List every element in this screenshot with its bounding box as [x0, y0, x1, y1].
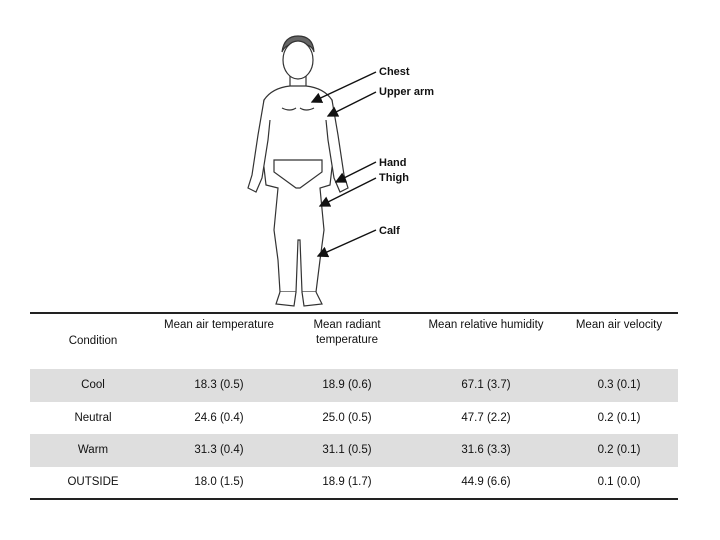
cell: 67.1 (3.7) [461, 379, 511, 392]
table-row [30, 467, 678, 500]
cell: 0.2 (0.1) [597, 411, 641, 424]
header-condition: Condition [68, 335, 118, 347]
cell: Warm [77, 444, 109, 457]
cell: 47.7 (2.2) [461, 411, 511, 424]
cell: 44.9 (6.6) [461, 476, 511, 489]
cell: 24.6 (0.4) [194, 411, 244, 424]
header-mean-radiant-temperature: Mean radiant temperature [313, 319, 381, 346]
cell: 18.9 (0.6) [322, 379, 372, 392]
label-chest: Chest [379, 66, 410, 78]
cell: 31.3 (0.4) [194, 444, 244, 457]
label-calf: Calf [379, 225, 400, 237]
cell: OUTSIDE [67, 476, 119, 489]
label-thigh: Thigh [379, 172, 409, 184]
cell: Cool [81, 379, 105, 392]
table-row [30, 402, 678, 435]
cell: 0.2 (0.1) [597, 444, 641, 457]
cell: 18.0 (1.5) [194, 476, 244, 489]
cell: 18.3 (0.5) [194, 379, 244, 392]
cell: 31.1 (0.5) [322, 444, 372, 457]
label-hand: Hand [379, 157, 407, 169]
human-outline [248, 36, 348, 306]
header-mean-air-velocity: Mean air velocity [575, 319, 663, 331]
cell: Neutral [74, 411, 112, 424]
header-mean-air-temperature: Mean air temperature [164, 319, 274, 331]
cell: 25.0 (0.5) [322, 411, 372, 424]
table-header-row [30, 313, 678, 369]
header-mean-relative-humidity: Mean relative humidity [428, 319, 544, 331]
cell: 0.3 (0.1) [597, 379, 641, 392]
table-row [30, 369, 678, 402]
cell: 0.1 (0.0) [597, 476, 641, 489]
label-upper-arm: Upper arm [379, 86, 435, 98]
table-row [30, 434, 678, 467]
conditions-table [30, 312, 678, 500]
cell: 31.6 (3.3) [461, 444, 511, 457]
cell: 18.9 (1.7) [322, 476, 372, 489]
